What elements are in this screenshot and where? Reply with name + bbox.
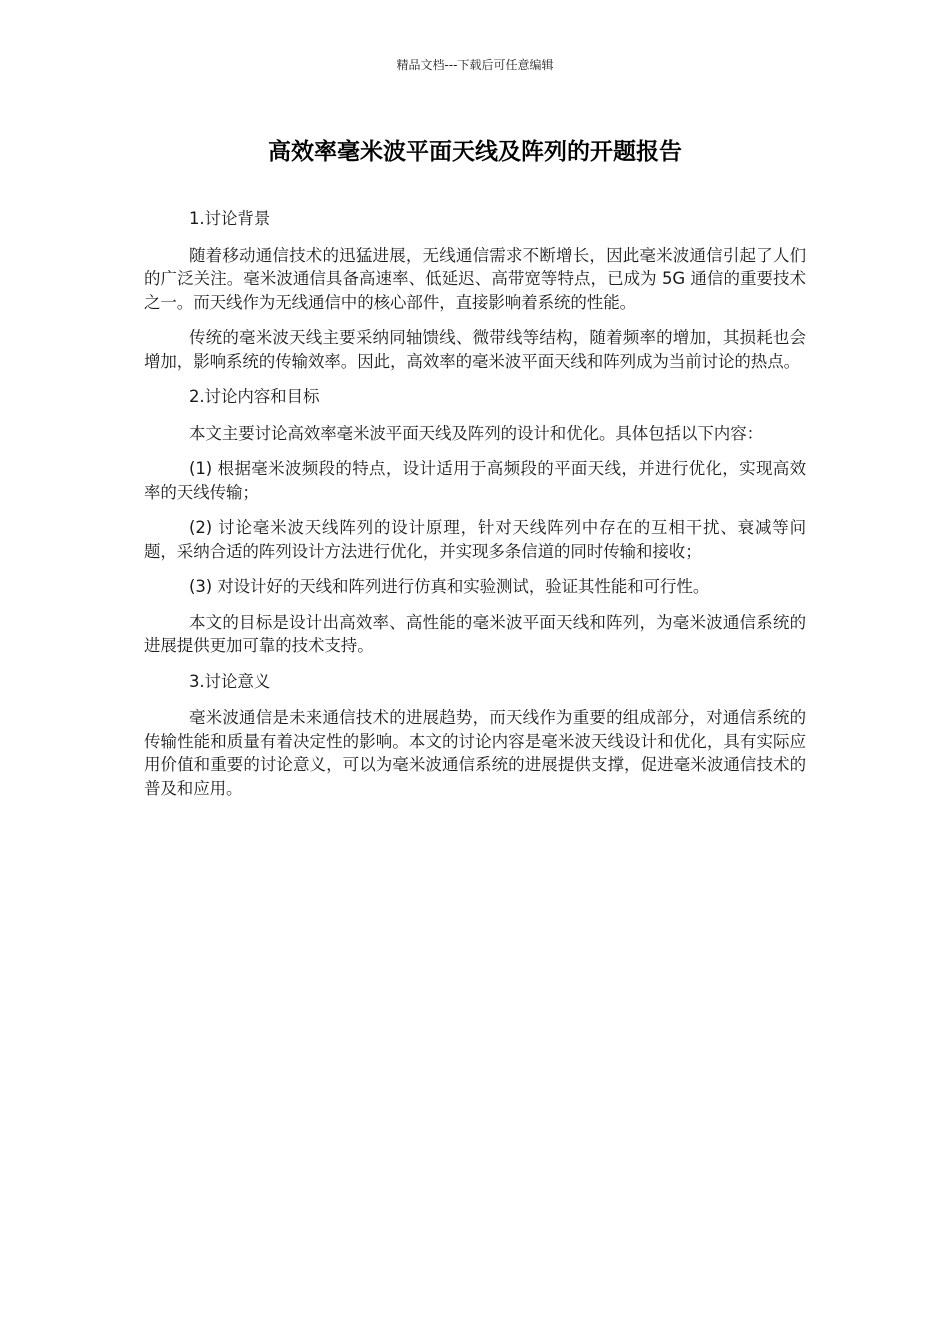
section-heading-content-goals: 2.讨论内容和目标 — [189, 387, 320, 406]
paragraph-background-1: 随着移动通信技术的迅猛进展，无线通信需求不断增长，因此毫米波通信引起了人们的广泛关注。毫米波通信具备高速率、低延迟、高带宽等特点，已成为 5G 通信的重要技术之一。而天线作为无线通信中的核心部件，直接影响着系统的性能。 — [144, 245, 806, 312]
paragraph-content-item-1: (1) 根据毫米波频段的特点，设计适用于高频段的平面天线，并进行优化，实现高效率的天线传输； — [144, 459, 806, 502]
paragraph-content-item-2: (2) 讨论毫米波天线阵列的设计原理，针对天线阵列中存在的互相干扰、衰减等问题，采纳合适的阵列设计方法进行优化，并实现多条信道的同时传输和接收； — [144, 518, 806, 561]
paragraph-content-item-3: (3) 对设计好的天线和阵列进行仿真和实验测试，验证其性能和可行性。 — [189, 577, 710, 596]
paragraph-content-intro: 本文主要讨论高效率毫米波平面天线及阵列的设计和优化。具体包括以下内容： — [189, 423, 764, 443]
document-title: 高效率毫米波平面天线及阵列的开题报告 — [268, 139, 682, 165]
section-heading-background: 1.讨论背景 — [189, 209, 271, 228]
paragraph-goals: 本文的目标是设计出高效率、高性能的毫米波平面天线和阵列，为毫米波通信系统的进展提供更加可靠的技术支持。 — [144, 612, 806, 655]
page-header: 精品文档---下载后可任意编辑 — [396, 58, 554, 72]
paragraph-significance: 毫米波通信是未来通信技术的进展趋势，而天线作为重要的组成部分，对通信系统的传输性能和质量有着决定性的影响。本文的讨论内容是毫米波天线设计和优化，具有实际应用价值和重要的讨论意义，可以为毫米波通信系统的进展提供支撑，促进毫米波通信技术的普及和应用。 — [144, 708, 806, 798]
section-heading-significance: 3.讨论意义 — [189, 671, 271, 691]
paragraph-background-2: 传统的毫米波天线主要采纳同轴馈线、微带线等结构，随着频率的增加，其损耗也会增加，影响系统的传输效率。因此，高效率的毫米波平面天线和阵列成为当前讨论的热点。 — [144, 328, 806, 371]
document-body — [144, 207, 806, 812]
